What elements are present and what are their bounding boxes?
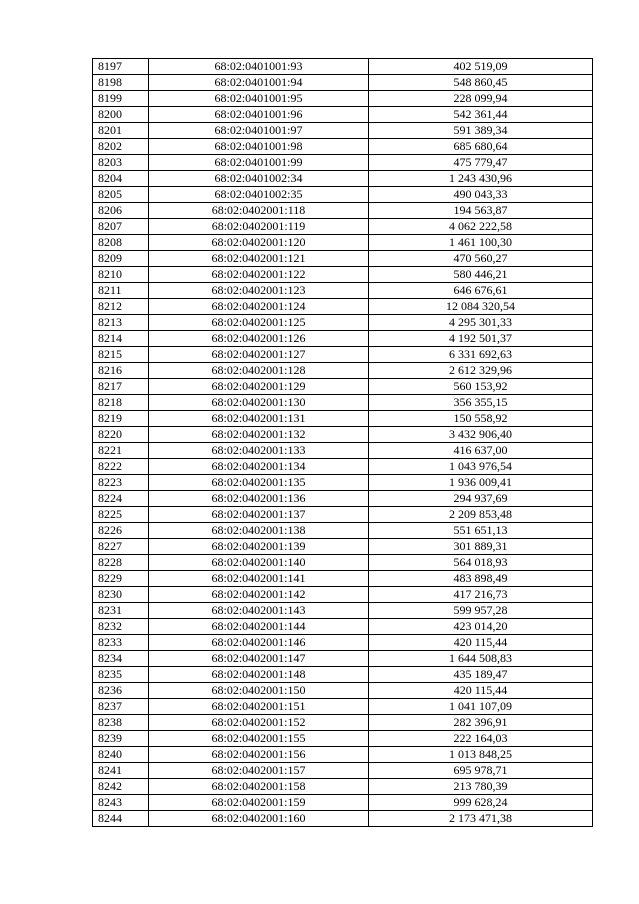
cadastral-number-cell: 68:02:0401001:96 — [149, 107, 369, 123]
cadastral-value-cell: 599 957,28 — [369, 603, 593, 619]
cadastral-value-cell: 3 432 906,40 — [369, 427, 593, 443]
row-number-cell: 8222 — [93, 459, 149, 475]
row-number-cell: 8205 — [93, 187, 149, 203]
cadastral-number-cell: 68:02:0402001:127 — [149, 347, 369, 363]
table-row — [93, 155, 593, 171]
table-row — [93, 283, 593, 299]
row-number-cell: 8200 — [93, 107, 149, 123]
table-row — [93, 747, 593, 763]
cadastral-value-cell: 435 189,47 — [369, 667, 593, 683]
table-row — [93, 475, 593, 491]
cadastral-number-cell: 68:02:0402001:118 — [149, 203, 369, 219]
table-row — [93, 187, 593, 203]
table-row — [93, 75, 593, 91]
row-number-cell: 8203 — [93, 155, 149, 171]
cadastral-value-cell: 999 628,24 — [369, 795, 593, 811]
cadastral-value-cell: 222 164,03 — [369, 731, 593, 747]
cadastral-value-cell: 150 558,92 — [369, 411, 593, 427]
row-number-cell: 8234 — [93, 651, 149, 667]
cadastral-number-cell: 68:02:0401001:93 — [149, 59, 369, 75]
cadastral-value-cell: 194 563,87 — [369, 203, 593, 219]
cadastral-value-cell: 416 637,00 — [369, 443, 593, 459]
cadastral-number-cell: 68:02:0402001:159 — [149, 795, 369, 811]
table-row — [93, 571, 593, 587]
cadastral-number-cell: 68:02:0402001:136 — [149, 491, 369, 507]
cadastral-value-cell: 356 355,15 — [369, 395, 593, 411]
row-number-cell: 8242 — [93, 779, 149, 795]
cadastral-number-cell: 68:02:0402001:126 — [149, 331, 369, 347]
cadastral-number-cell: 68:02:0402001:150 — [149, 683, 369, 699]
cadastral-number-cell: 68:02:0402001:120 — [149, 235, 369, 251]
cadastral-number-cell: 68:02:0401002:34 — [149, 171, 369, 187]
cadastral-number-cell: 68:02:0402001:132 — [149, 427, 369, 443]
cadastral-value-cell: 282 396,91 — [369, 715, 593, 731]
cadastral-number-cell: 68:02:0402001:157 — [149, 763, 369, 779]
cadastral-value-cell: 2 612 329,96 — [369, 363, 593, 379]
cadastral-value-cell: 542 361,44 — [369, 107, 593, 123]
row-number-cell: 8202 — [93, 139, 149, 155]
cadastral-value-cell: 685 680,64 — [369, 139, 593, 155]
cadastral-number-cell: 68:02:0401001:94 — [149, 75, 369, 91]
table-row — [93, 715, 593, 731]
cadastral-value-cell: 417 216,73 — [369, 587, 593, 603]
row-number-cell: 8226 — [93, 523, 149, 539]
cadastral-value-cell: 1 013 848,25 — [369, 747, 593, 763]
table-row — [93, 267, 593, 283]
cadastral-number-cell: 68:02:0401002:35 — [149, 187, 369, 203]
cadastral-value-cell: 591 389,34 — [369, 123, 593, 139]
row-number-cell: 8221 — [93, 443, 149, 459]
row-number-cell: 8236 — [93, 683, 149, 699]
cadastral-value-cell: 646 676,61 — [369, 283, 593, 299]
row-number-cell: 8241 — [93, 763, 149, 779]
table-row — [93, 763, 593, 779]
row-number-cell: 8211 — [93, 283, 149, 299]
cadastral-number-cell: 68:02:0401001:97 — [149, 123, 369, 139]
table-row — [93, 683, 593, 699]
table-row — [93, 651, 593, 667]
cadastral-number-cell: 68:02:0402001:155 — [149, 731, 369, 747]
cadastral-number-cell: 68:02:0402001:138 — [149, 523, 369, 539]
cadastral-number-cell: 68:02:0402001:158 — [149, 779, 369, 795]
cadastral-value-cell: 1 936 009,41 — [369, 475, 593, 491]
row-number-cell: 8219 — [93, 411, 149, 427]
cadastral-number-cell: 68:02:0402001:141 — [149, 571, 369, 587]
cadastral-value-cell: 301 889,31 — [369, 539, 593, 555]
row-number-cell: 8231 — [93, 603, 149, 619]
cadastral-number-cell: 68:02:0402001:140 — [149, 555, 369, 571]
row-number-cell: 8229 — [93, 571, 149, 587]
row-number-cell: 8204 — [93, 171, 149, 187]
cadastral-number-cell: 68:02:0402001:152 — [149, 715, 369, 731]
table-body — [93, 59, 593, 827]
table-row — [93, 539, 593, 555]
cadastral-value-cell: 490 043,33 — [369, 187, 593, 203]
cadastral-value-cell: 4 062 222,58 — [369, 219, 593, 235]
row-number-cell: 8214 — [93, 331, 149, 347]
cadastral-number-cell: 68:02:0402001:124 — [149, 299, 369, 315]
cadastral-number-cell: 68:02:0402001:148 — [149, 667, 369, 683]
cadastral-number-cell: 68:02:0402001:123 — [149, 283, 369, 299]
row-number-cell: 8216 — [93, 363, 149, 379]
cadastral-value-cell: 423 014,20 — [369, 619, 593, 635]
cadastral-number-cell: 68:02:0401001:98 — [149, 139, 369, 155]
cadastral-value-cell: 2 173 471,38 — [369, 811, 593, 827]
row-number-cell: 8240 — [93, 747, 149, 763]
row-number-cell: 8225 — [93, 507, 149, 523]
table-row — [93, 491, 593, 507]
table-row — [93, 523, 593, 539]
table-row — [93, 811, 593, 827]
table-row — [93, 507, 593, 523]
row-number-cell: 8218 — [93, 395, 149, 411]
table-row — [93, 443, 593, 459]
cadastral-value-cell: 6 331 692,63 — [369, 347, 593, 363]
cadastral-value-cell: 580 446,21 — [369, 267, 593, 283]
row-number-cell: 8201 — [93, 123, 149, 139]
cadastral-number-cell: 68:02:0402001:137 — [149, 507, 369, 523]
row-number-cell: 8228 — [93, 555, 149, 571]
row-number-cell: 8208 — [93, 235, 149, 251]
cadastral-number-cell: 68:02:0401001:95 — [149, 91, 369, 107]
row-number-cell: 8243 — [93, 795, 149, 811]
cadastral-number-cell: 68:02:0402001:131 — [149, 411, 369, 427]
cadastral-value-cell: 1 461 100,30 — [369, 235, 593, 251]
table-row — [93, 555, 593, 571]
row-number-cell: 8209 — [93, 251, 149, 267]
row-number-cell: 8206 — [93, 203, 149, 219]
row-number-cell: 8224 — [93, 491, 149, 507]
cadastral-number-cell: 68:02:0402001:156 — [149, 747, 369, 763]
table-row — [93, 395, 593, 411]
cadastral-value-table — [92, 58, 593, 827]
table-row — [93, 427, 593, 443]
cadastral-value-cell: 1 243 430,96 — [369, 171, 593, 187]
cadastral-value-cell: 402 519,09 — [369, 59, 593, 75]
table-row — [93, 699, 593, 715]
cadastral-number-cell: 68:02:0402001:122 — [149, 267, 369, 283]
table-row — [93, 667, 593, 683]
table-row — [93, 299, 593, 315]
table-row — [93, 635, 593, 651]
cadastral-number-cell: 68:02:0402001:160 — [149, 811, 369, 827]
row-number-cell: 8244 — [93, 811, 149, 827]
row-number-cell: 8230 — [93, 587, 149, 603]
row-number-cell: 8233 — [93, 635, 149, 651]
cadastral-number-cell: 68:02:0402001:119 — [149, 219, 369, 235]
cadastral-value-cell: 12 084 320,54 — [369, 299, 593, 315]
row-number-cell: 8220 — [93, 427, 149, 443]
row-number-cell: 8213 — [93, 315, 149, 331]
cadastral-value-cell: 475 779,47 — [369, 155, 593, 171]
table-row — [93, 123, 593, 139]
table-row — [93, 171, 593, 187]
cadastral-value-cell: 695 978,71 — [369, 763, 593, 779]
cadastral-number-cell: 68:02:0402001:139 — [149, 539, 369, 555]
table-row — [93, 235, 593, 251]
cadastral-number-cell: 68:02:0402001:143 — [149, 603, 369, 619]
row-number-cell: 8227 — [93, 539, 149, 555]
row-number-cell: 8223 — [93, 475, 149, 491]
table-row — [93, 363, 593, 379]
cadastral-number-cell: 68:02:0402001:142 — [149, 587, 369, 603]
table-row — [93, 91, 593, 107]
cadastral-number-cell: 68:02:0402001:133 — [149, 443, 369, 459]
cadastral-value-cell: 548 860,45 — [369, 75, 593, 91]
cadastral-value-cell: 4 192 501,37 — [369, 331, 593, 347]
table-row — [93, 203, 593, 219]
cadastral-value-cell: 420 115,44 — [369, 683, 593, 699]
row-number-cell: 8215 — [93, 347, 149, 363]
row-number-cell: 8212 — [93, 299, 149, 315]
cadastral-value-cell: 420 115,44 — [369, 635, 593, 651]
table-row — [93, 379, 593, 395]
row-number-cell: 8237 — [93, 699, 149, 715]
row-number-cell: 8238 — [93, 715, 149, 731]
row-number-cell: 8207 — [93, 219, 149, 235]
row-number-cell: 8199 — [93, 91, 149, 107]
table-row — [93, 779, 593, 795]
row-number-cell: 8217 — [93, 379, 149, 395]
cadastral-number-cell: 68:02:0402001:146 — [149, 635, 369, 651]
cadastral-value-cell: 564 018,93 — [369, 555, 593, 571]
cadastral-number-cell: 68:02:0402001:121 — [149, 251, 369, 267]
row-number-cell: 8197 — [93, 59, 149, 75]
cadastral-value-cell: 4 295 301,33 — [369, 315, 593, 331]
row-number-cell: 8210 — [93, 267, 149, 283]
table-row — [93, 731, 593, 747]
cadastral-number-cell: 68:02:0402001:134 — [149, 459, 369, 475]
cadastral-number-cell: 68:02:0402001:129 — [149, 379, 369, 395]
row-number-cell: 8232 — [93, 619, 149, 635]
table-row — [93, 459, 593, 475]
cadastral-value-cell: 294 937,69 — [369, 491, 593, 507]
cadastral-number-cell: 68:02:0402001:147 — [149, 651, 369, 667]
cadastral-number-cell: 68:02:0402001:130 — [149, 395, 369, 411]
row-number-cell: 8198 — [93, 75, 149, 91]
table-row — [93, 619, 593, 635]
cadastral-number-cell: 68:02:0402001:144 — [149, 619, 369, 635]
table-row — [93, 315, 593, 331]
cadastral-value-cell: 2 209 853,48 — [369, 507, 593, 523]
table-row — [93, 795, 593, 811]
cadastral-number-cell: 68:02:0401001:99 — [149, 155, 369, 171]
table-row — [93, 603, 593, 619]
table-row — [93, 587, 593, 603]
cadastral-value-cell: 228 099,94 — [369, 91, 593, 107]
table-row — [93, 139, 593, 155]
cadastral-number-cell: 68:02:0402001:151 — [149, 699, 369, 715]
cadastral-value-cell: 1 644 508,83 — [369, 651, 593, 667]
cadastral-value-cell: 1 043 976,54 — [369, 459, 593, 475]
cadastral-number-cell: 68:02:0402001:135 — [149, 475, 369, 491]
table-row — [93, 411, 593, 427]
cadastral-value-cell: 483 898,49 — [369, 571, 593, 587]
table-row — [93, 59, 593, 75]
cadastral-value-cell: 1 041 107,09 — [369, 699, 593, 715]
row-number-cell: 8235 — [93, 667, 149, 683]
row-number-cell: 8239 — [93, 731, 149, 747]
cadastral-value-cell: 213 780,39 — [369, 779, 593, 795]
table-row — [93, 107, 593, 123]
cadastral-value-cell: 560 153,92 — [369, 379, 593, 395]
table-row — [93, 347, 593, 363]
cadastral-number-cell: 68:02:0402001:128 — [149, 363, 369, 379]
table-row — [93, 331, 593, 347]
table-row — [93, 251, 593, 267]
cadastral-value-cell: 470 560,27 — [369, 251, 593, 267]
cadastral-number-cell: 68:02:0402001:125 — [149, 315, 369, 331]
cadastral-value-cell: 551 651,13 — [369, 523, 593, 539]
table-row — [93, 219, 593, 235]
